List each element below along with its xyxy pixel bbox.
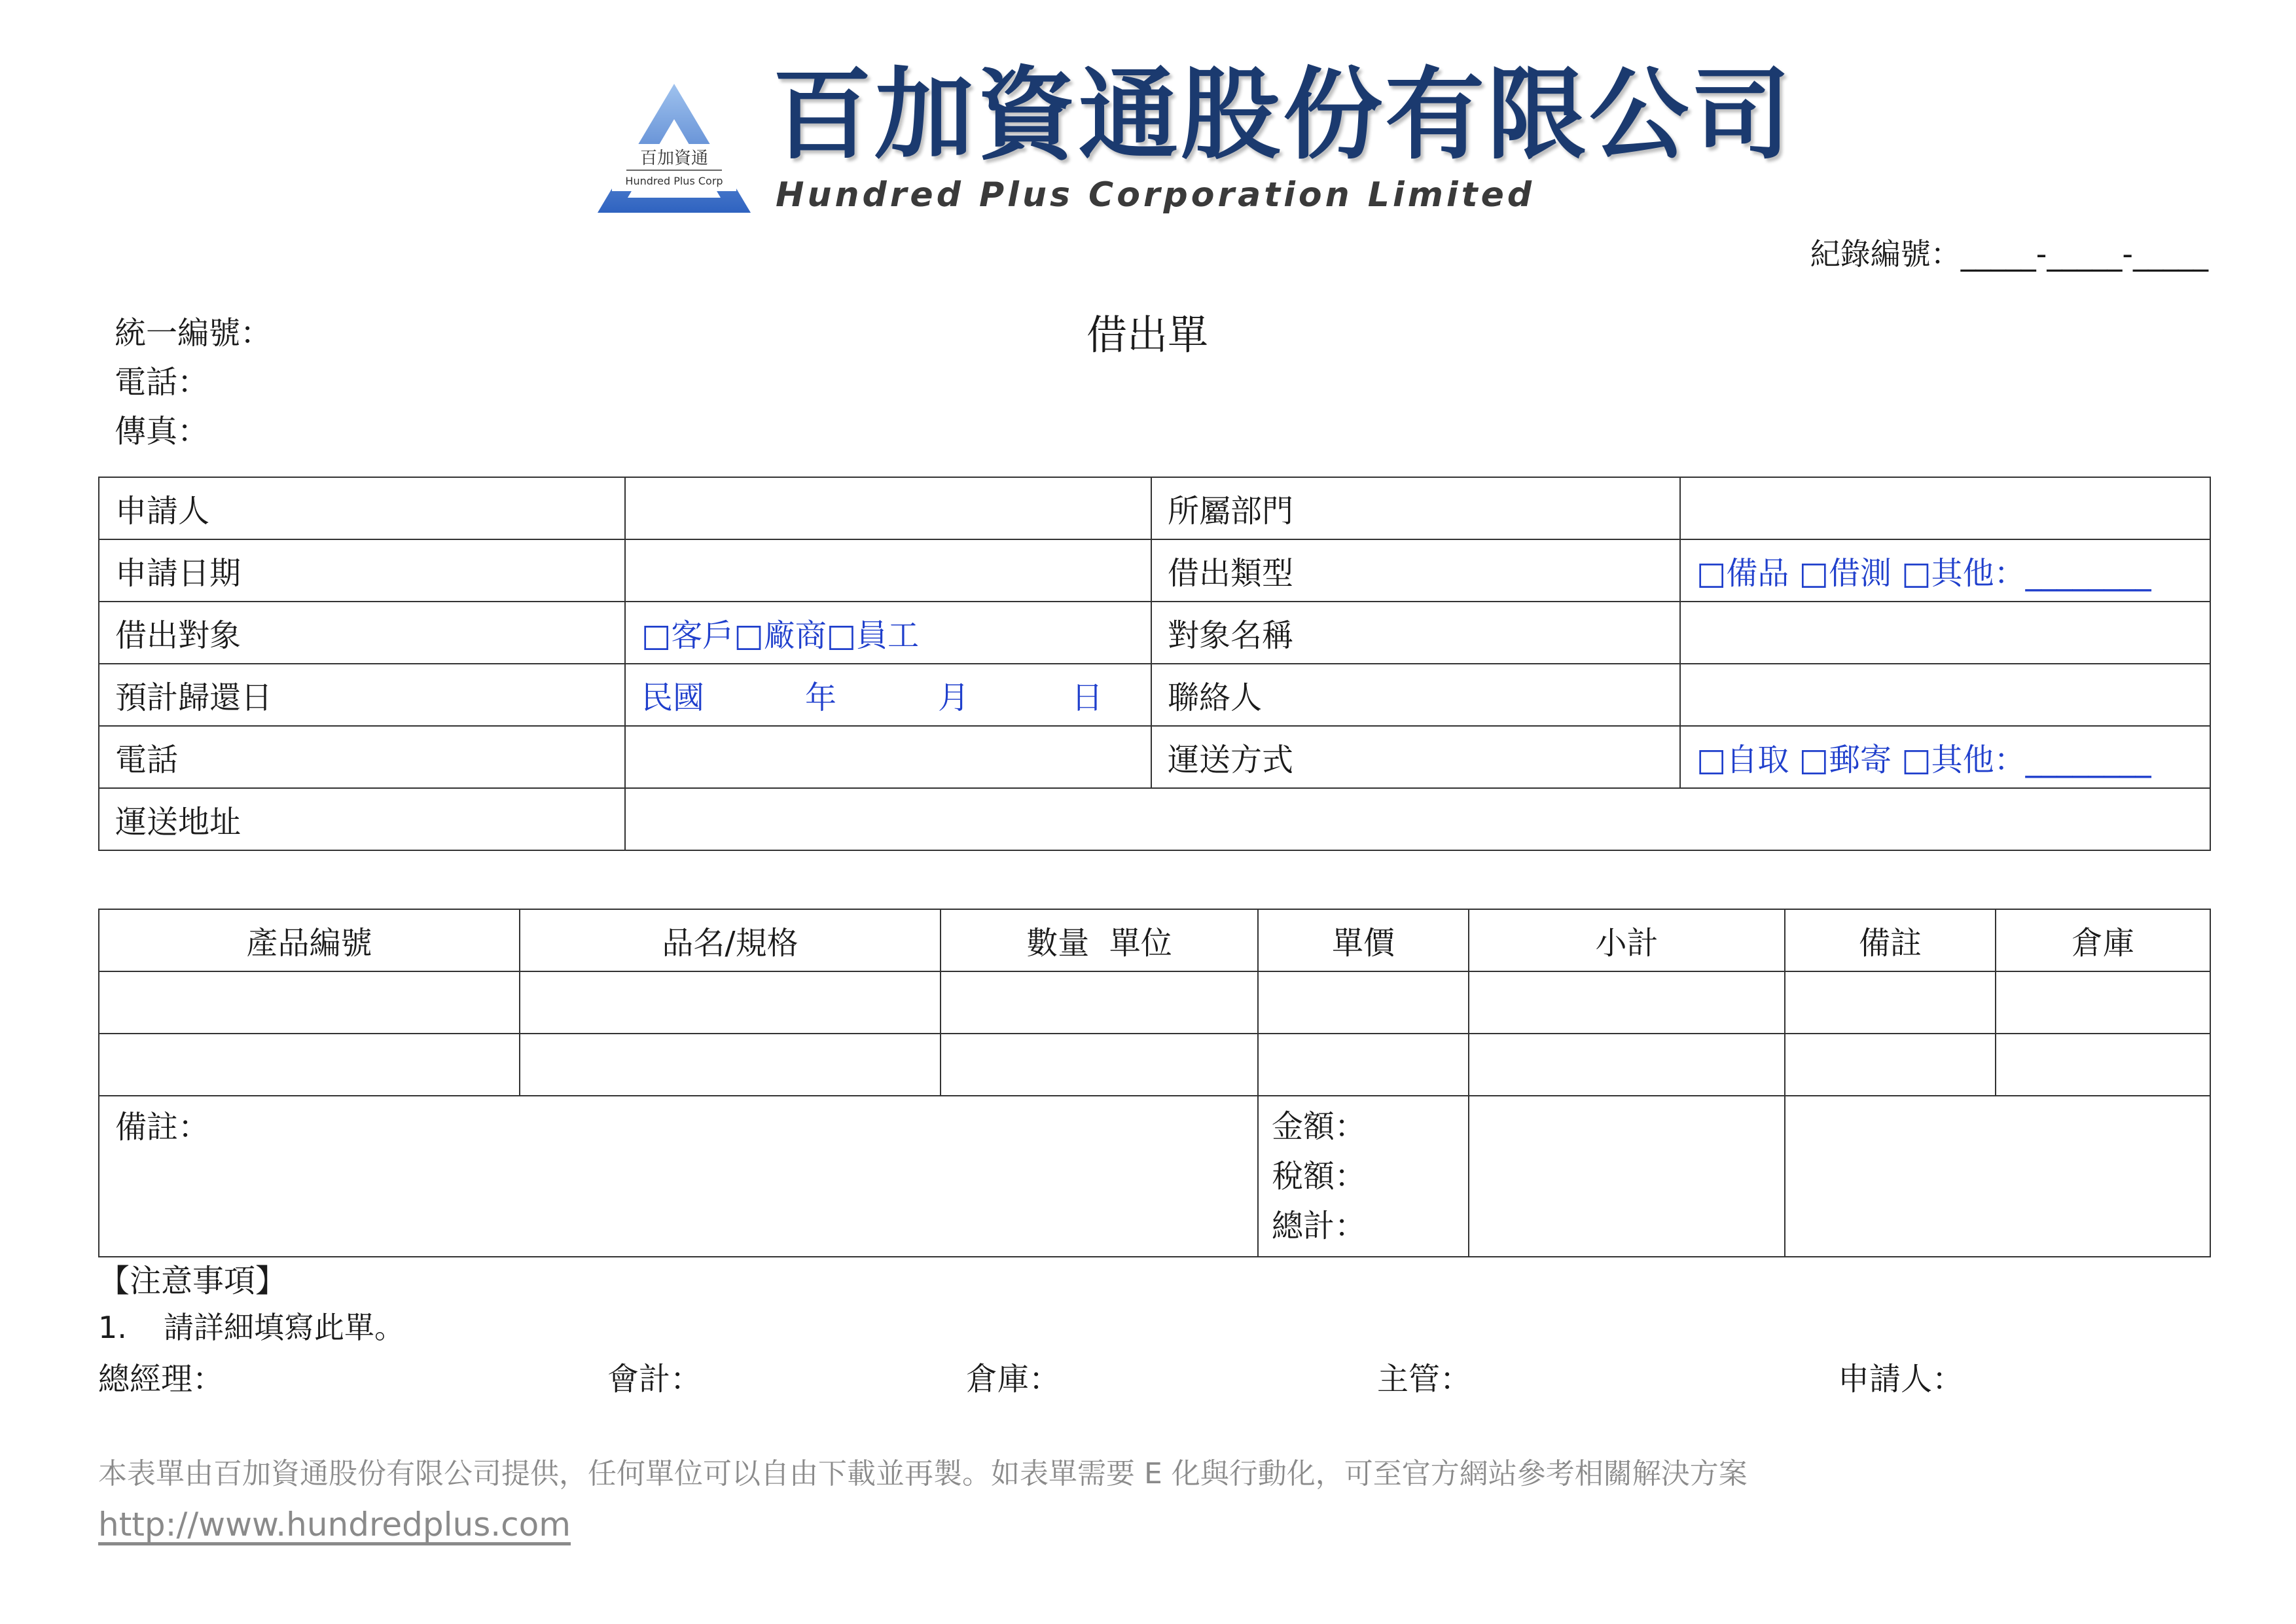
logo-text-en: Hundred Plus Corp [625, 175, 723, 187]
col-header-unit-price: 單價 [1258, 909, 1469, 971]
summary-remarks-label: 備註： [115, 1109, 210, 1146]
day-label: 日 [1071, 679, 1103, 716]
item-cell[interactable] [1258, 1034, 1469, 1096]
target-name-field[interactable] [1680, 602, 2210, 664]
item-cell[interactable] [520, 1034, 941, 1096]
col-header-warehouse: 倉庫 [1996, 909, 2210, 971]
shipping-address-field[interactable] [625, 788, 2210, 850]
shipping-method-options[interactable]: □自取 □郵寄 □其他：________ [1680, 726, 2210, 788]
notice-item-text: 請詳細填寫此單。 [164, 1310, 404, 1345]
loan-target-label: 借出對象 [99, 602, 625, 664]
notice-item [98, 1304, 404, 1347]
item-cell[interactable] [941, 971, 1258, 1034]
month-label: 月 [938, 679, 970, 716]
tax-label: 稅額： [1272, 1158, 1367, 1195]
contact-label: 聯絡人 [1151, 664, 1680, 726]
col-header-qty-unit: 數量 單位 [941, 909, 1258, 971]
apply-date-label: 申請日期 [99, 539, 625, 602]
item-cell[interactable] [99, 1034, 520, 1096]
year-label: 年 [805, 679, 837, 716]
item-cell[interactable] [99, 971, 520, 1034]
loan-type-label: 借出類型 [1151, 539, 1680, 602]
table-row [99, 539, 2210, 602]
phone-label: 電話： [115, 364, 209, 401]
table-row [99, 664, 2210, 726]
apply-date-field[interactable] [625, 539, 1151, 602]
item-cell[interactable] [941, 1034, 1258, 1096]
table-header-row [99, 909, 2210, 971]
signature-accounting: 會計： [607, 1361, 702, 1398]
notice-item-number: 1. [98, 1310, 127, 1345]
triangle-logo-icon [592, 79, 756, 219]
item-cell[interactable] [1469, 1034, 1785, 1096]
loan-target-options[interactable]: □客戶□廠商□員工 [625, 602, 1151, 664]
footer-disclaimer: 本表單由百加資通股份有限公司提供，任何單位可以自由下載並再製。如表單需要 E 化與行動化，可至官方網站參考相關解決方案 [98, 1457, 1748, 1490]
signature-warehouse: 倉庫： [966, 1361, 1061, 1398]
contact-field[interactable] [1680, 664, 2210, 726]
shipping-method-label: 運送方式 [1151, 726, 1680, 788]
department-label: 所屬部門 [1151, 477, 1680, 539]
fax-label: 傳真： [115, 413, 209, 450]
table-row [99, 726, 2210, 788]
col-header-subtotal: 小計 [1469, 909, 1785, 971]
notice-heading: 【注意事項】 [98, 1263, 287, 1299]
items-table [98, 909, 2211, 1257]
company-name-en: Hundred Plus Corporation Limited [776, 175, 1535, 215]
table-row [99, 788, 2210, 850]
logo-text-zh: 百加資通 [639, 149, 709, 168]
summary-row [99, 1096, 2210, 1257]
summary-values-field[interactable] [1469, 1096, 1785, 1257]
applicant-field[interactable] [625, 477, 1151, 539]
company-name-zh: 百加資通股份有限公司 [772, 57, 1793, 173]
table-row [99, 1034, 2210, 1096]
signature-gm: 總經理： [98, 1361, 224, 1398]
target-name-label: 對象名稱 [1151, 602, 1680, 664]
item-cell[interactable] [1996, 1034, 2210, 1096]
table-row [99, 971, 2210, 1034]
shipping-address-label: 運送地址 [99, 788, 625, 850]
col-header-remarks: 備註 [1785, 909, 1996, 971]
phone-row-label: 電話 [99, 726, 625, 788]
website-link[interactable]: http://www.hundredplus.com [98, 1506, 571, 1543]
col-header-product-code: 產品編號 [99, 909, 520, 971]
signature-applicant: 申請人： [1838, 1361, 1964, 1398]
item-cell[interactable] [520, 971, 941, 1034]
item-cell[interactable] [1469, 971, 1785, 1034]
amount-label: 金額： [1272, 1108, 1367, 1145]
total-label: 總計： [1272, 1208, 1367, 1244]
item-cell[interactable] [1996, 971, 2210, 1034]
item-cell[interactable] [1785, 1034, 1996, 1096]
return-date-label: 預計歸還日 [99, 664, 625, 726]
department-field[interactable] [1680, 477, 2210, 539]
document-title: 借出單 [1086, 311, 1209, 359]
summary-remarks-field[interactable] [99, 1096, 1258, 1257]
company-logo [592, 79, 756, 219]
table-row [99, 602, 2210, 664]
applicant-label: 申請人 [99, 477, 625, 539]
application-table [98, 477, 2211, 851]
era-label: 民國 [641, 679, 705, 716]
signature-supervisor: 主管： [1377, 1361, 1472, 1398]
summary-extra-field[interactable] [1785, 1096, 2210, 1257]
phone-row-field[interactable] [625, 726, 1151, 788]
col-header-name-spec: 品名/規格 [520, 909, 941, 971]
tax-id-label: 統一編號： [115, 315, 272, 352]
summary-labels [1258, 1096, 1469, 1257]
record-number: 紀錄編號：_____-_____-_____ [1810, 236, 2208, 272]
table-row [99, 477, 2210, 539]
item-cell[interactable] [1258, 971, 1469, 1034]
item-cell[interactable] [1785, 971, 1996, 1034]
return-date-field[interactable] [625, 664, 1151, 726]
loan-type-options[interactable]: □備品 □借測 □其他：________ [1680, 539, 2210, 602]
